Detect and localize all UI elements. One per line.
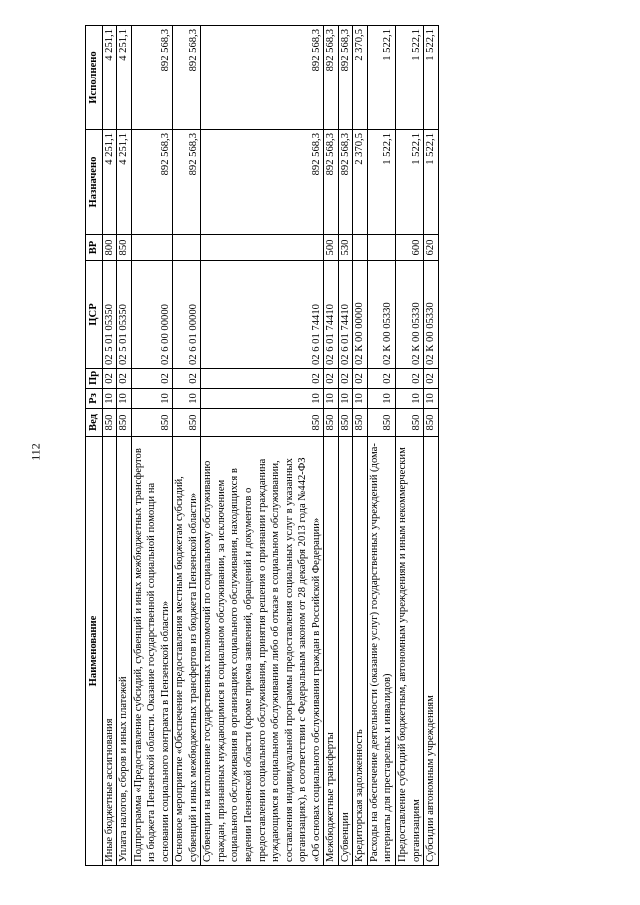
- cell-assigned: 892 568,3: [324, 130, 339, 235]
- cell-ved: 850: [324, 409, 339, 437]
- cell-name: Кредиторская задолженность: [353, 437, 368, 866]
- cell-executed: 1 522,1: [424, 26, 439, 130]
- table-row: [173, 26, 201, 866]
- cell-rz: 10: [396, 389, 424, 409]
- cell-pr: 02: [102, 369, 117, 389]
- cell-csr: 02 6 01 74410: [324, 261, 339, 369]
- cell-pr: 02: [424, 369, 439, 389]
- cell-csr: 02 6 01 00000: [173, 261, 201, 369]
- table-row: [102, 26, 117, 866]
- cell-pr: 02: [324, 369, 339, 389]
- cell-executed: 1 522,1: [396, 26, 424, 130]
- cell-executed: 4 251,1: [102, 26, 117, 130]
- cell-assigned: 1 522,1: [396, 130, 424, 235]
- cell-executed: 4 251,1: [117, 26, 132, 130]
- cell-pr: 02: [117, 369, 132, 389]
- cell-name: Межбюджетные трансферты: [324, 437, 339, 866]
- header-rz: Рз: [86, 389, 103, 409]
- cell-ved: 850: [117, 409, 132, 437]
- cell-ved: 850: [396, 409, 424, 437]
- table-row: [353, 26, 368, 866]
- cell-vr: [367, 235, 395, 261]
- cell-ved: 850: [338, 409, 353, 437]
- table-row: [131, 26, 173, 866]
- cell-rz: 10: [338, 389, 353, 409]
- cell-rz: 10: [173, 389, 201, 409]
- cell-pr: 02: [131, 369, 173, 389]
- cell-name: Основное мероприятие «Обеспечение предоставления местным бюджетам субсидий, субвенций и иных межбюджетных трансфертов из бюджета Пензенской области»: [173, 437, 201, 866]
- cell-ved: 850: [367, 409, 395, 437]
- cell-name: Подпрограмма «Предоставление субсидий, субвенций и иных межбюджетных трансфертов из бюджета Пензенской области. Оказание государственной социальной помощи на основании социального контракта в Пензенской области»: [131, 437, 173, 866]
- cell-assigned: 892 568,3: [338, 130, 353, 235]
- cell-csr: 02 5 01 05350: [117, 261, 132, 369]
- table-body: [102, 26, 438, 866]
- cell-name: Иные бюджетные ассигнования: [102, 437, 117, 866]
- budget-table-container: [85, 26, 565, 866]
- cell-pr: 02: [367, 369, 395, 389]
- table-row: [338, 26, 353, 866]
- cell-csr: 02 6 01 74410: [201, 261, 324, 369]
- cell-name: Субвенции на исполнение государственных полномочий по социальному обслуживанию граждан, признанных нуждающимися в социальном обслуживании, за исключением социального обслуживания в организациях социального обслуживания, находящихся в ведении Пензенской области (кроме приема заявлений, обращений и документов о предоставлении социального обслуживания, принятия решения о признании гражданина нуждающимся в социальном обслуживании либо об отказе в социальном обслуживании, составления индивидуальной программы предоставления социальных услуг в указанных организациях), в соответствии с Федеральным законом от 28 декабря 2013 года №442-ФЗ «Об основах социального обслуживания граждан в Российской Федерации»: [201, 437, 324, 866]
- header-vr: ВР: [86, 235, 103, 261]
- cell-assigned: 892 568,3: [201, 130, 324, 235]
- cell-pr: 02: [338, 369, 353, 389]
- cell-pr: 02: [173, 369, 201, 389]
- cell-name: Уплата налогов, сборов и иных платежей: [117, 437, 132, 866]
- cell-vr: [173, 235, 201, 261]
- cell-pr: 02: [201, 369, 324, 389]
- cell-executed: 892 568,3: [173, 26, 201, 130]
- cell-rz: 10: [102, 389, 117, 409]
- cell-ved: 850: [424, 409, 439, 437]
- header-executed: Исполнено: [86, 26, 103, 130]
- table-row: [424, 26, 439, 866]
- cell-ved: 850: [102, 409, 117, 437]
- cell-name: Расходы на обеспечение деятельности (оказание услуг) государственных учреждений (дома-интернаты для престарелых и инвалидов): [367, 437, 395, 866]
- cell-csr: 02 6 00 00000: [131, 261, 173, 369]
- cell-vr: 600: [396, 235, 424, 261]
- cell-csr: 02 6 01 74410: [338, 261, 353, 369]
- table-header-row: [86, 26, 103, 866]
- cell-rz: 10: [131, 389, 173, 409]
- cell-vr: [201, 235, 324, 261]
- budget-table: [85, 25, 439, 866]
- cell-ved: 850: [173, 409, 201, 437]
- cell-vr: 850: [117, 235, 132, 261]
- cell-executed: 2 370,5: [353, 26, 368, 130]
- header-csr: ЦСР: [86, 261, 103, 369]
- cell-rz: 10: [201, 389, 324, 409]
- page-number: 112: [28, 443, 43, 461]
- cell-rz: 10: [367, 389, 395, 409]
- cell-csr: 02 К 00 05330: [424, 261, 439, 369]
- cell-name: Субвенции: [338, 437, 353, 866]
- cell-pr: 02: [353, 369, 368, 389]
- cell-assigned: 892 568,3: [131, 130, 173, 235]
- cell-vr: 500: [324, 235, 339, 261]
- header-ved: Вед: [86, 409, 103, 437]
- cell-assigned: 1 522,1: [367, 130, 395, 235]
- cell-assigned: 2 370,5: [353, 130, 368, 235]
- cell-csr: 02 К 00 00000: [353, 261, 368, 369]
- cell-vr: 620: [424, 235, 439, 261]
- cell-vr: 800: [102, 235, 117, 261]
- cell-assigned: 4 251,1: [117, 130, 132, 235]
- header-assigned: Назначено: [86, 130, 103, 235]
- header-pr: Пр: [86, 369, 103, 389]
- cell-executed: 892 568,3: [338, 26, 353, 130]
- cell-csr: 02 5 01 05350: [102, 261, 117, 369]
- table-row: [201, 26, 324, 866]
- cell-vr: [353, 235, 368, 261]
- cell-assigned: 892 568,3: [173, 130, 201, 235]
- table-row: [324, 26, 339, 866]
- cell-ved: 850: [131, 409, 173, 437]
- cell-name: Субсидии автономным учреждениям: [424, 437, 439, 866]
- cell-assigned: 4 251,1: [102, 130, 117, 235]
- cell-executed: 892 568,3: [201, 26, 324, 130]
- cell-vr: [131, 235, 173, 261]
- header-name: Наименование: [86, 437, 103, 866]
- cell-rz: 10: [424, 389, 439, 409]
- cell-executed: 1 522,1: [367, 26, 395, 130]
- cell-rz: 10: [324, 389, 339, 409]
- cell-executed: 892 568,3: [324, 26, 339, 130]
- cell-csr: 02 К 00 05330: [396, 261, 424, 369]
- cell-rz: 10: [117, 389, 132, 409]
- cell-ved: 850: [353, 409, 368, 437]
- cell-vr: 530: [338, 235, 353, 261]
- table-row: [396, 26, 424, 866]
- cell-name: Предоставление субсидий бюджетным, автономным учреждениям и иным некоммерческим организациям: [396, 437, 424, 866]
- table-row: [367, 26, 395, 866]
- cell-pr: 02: [396, 369, 424, 389]
- cell-executed: 892 568,3: [131, 26, 173, 130]
- cell-csr: 02 К 00 05330: [367, 261, 395, 369]
- cell-assigned: 1 522,1: [424, 130, 439, 235]
- table-row: [117, 26, 132, 866]
- cell-ved: 850: [201, 409, 324, 437]
- cell-rz: 10: [353, 389, 368, 409]
